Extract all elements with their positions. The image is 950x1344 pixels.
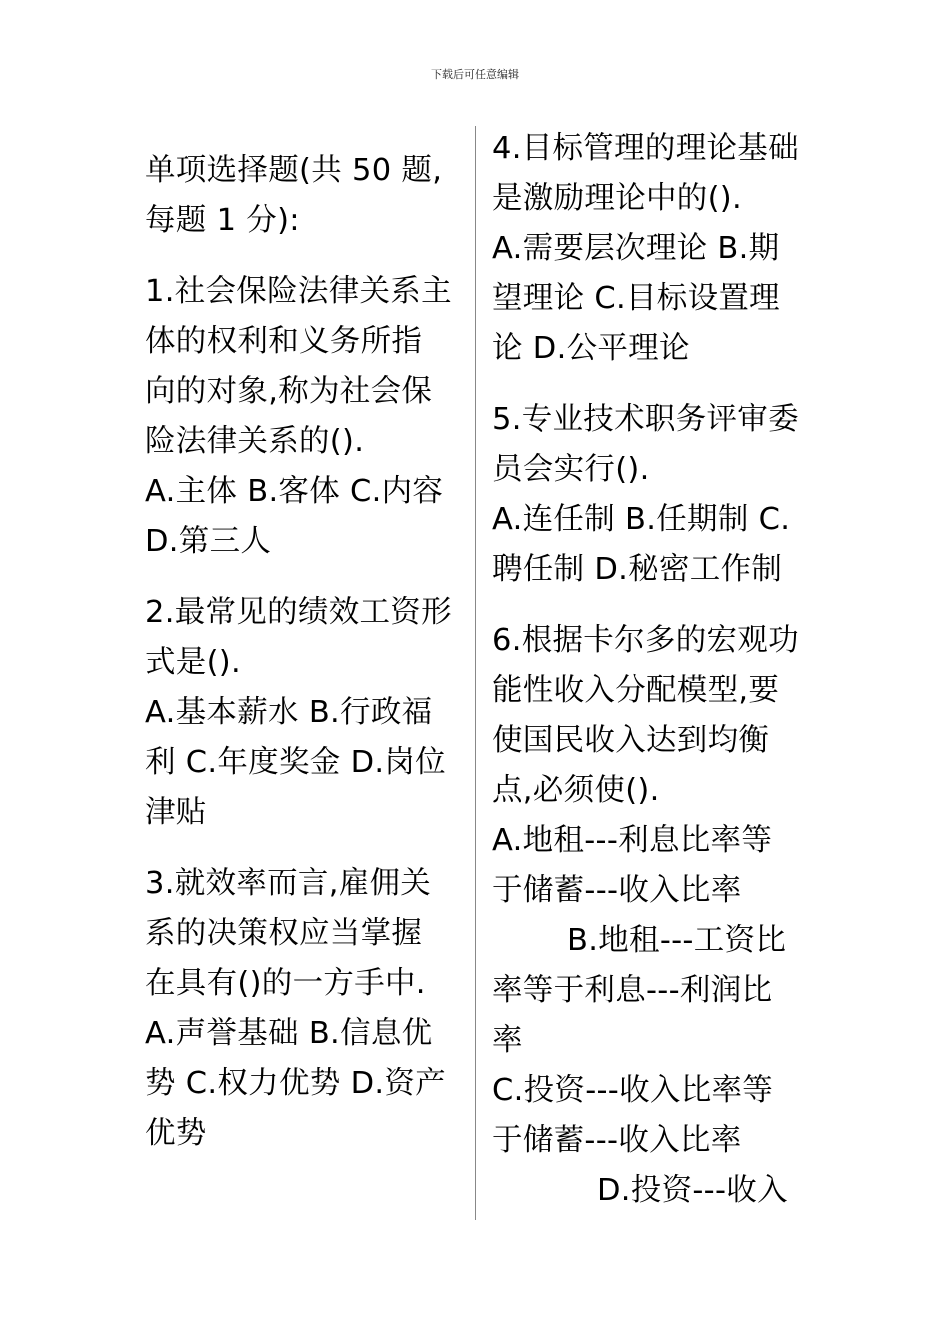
options-line: A.需要层次理论 B.期 xyxy=(492,231,780,266)
question-line: 是激励理论中的(). xyxy=(492,181,742,216)
question-5 xyxy=(492,395,810,595)
options-line: D.第三人 xyxy=(145,524,272,559)
section-intro xyxy=(145,146,463,246)
question-line: 1.社会保险法律关系主 xyxy=(145,274,452,309)
options-line: A.声誉基础 B.信息优 xyxy=(145,1016,433,1051)
question-line: 在具有()的一方手中. xyxy=(145,966,426,1001)
options-line: A.基本薪水 B.行政福 xyxy=(145,695,433,730)
column-divider xyxy=(475,126,476,1220)
question-line: 式是(). xyxy=(145,645,241,680)
option-b: 率等于利息---利润比 xyxy=(492,973,773,1008)
page-header: 下载后可任意编辑 xyxy=(431,68,519,81)
options-line: A.连任制 B.任期制 C. xyxy=(492,502,791,537)
options-line: 势 C.权力优势 D.资产 xyxy=(145,1066,446,1101)
options-line: 论 D.公平理论 xyxy=(492,331,690,366)
question-line: 点,必须使(). xyxy=(492,773,660,808)
question-3 xyxy=(145,859,463,1159)
options-line: 利 C.年度奖金 D.岗位 xyxy=(145,745,446,780)
options-line: 望理论 C.目标设置理 xyxy=(492,281,780,316)
question-line: 险法律关系的(). xyxy=(145,424,365,459)
question-line: 4.目标管理的理论基础 xyxy=(492,131,799,166)
question-line: 能性收入分配模型,要 xyxy=(492,673,780,708)
question-line: 6.根据卡尔多的宏观功 xyxy=(492,623,799,658)
options-line: 聘任制 D.秘密工作制 xyxy=(492,552,783,587)
question-line: 2.最常见的绩效工资形 xyxy=(145,595,452,630)
options-line: 津贴 xyxy=(145,795,207,830)
option-a: A.地租---利息比率等 xyxy=(492,823,773,858)
option-a: 于储蓄---收入比率 xyxy=(492,873,742,908)
left-column xyxy=(145,146,463,1180)
option-b: B.地租---工资比 xyxy=(567,923,787,958)
question-line: 体的权利和义务所指 xyxy=(145,324,423,359)
question-2 xyxy=(145,588,463,838)
question-4 xyxy=(492,124,810,374)
option-c: 于储蓄---收入比率 xyxy=(492,1123,742,1158)
option-d: D.投资---收入 xyxy=(597,1173,788,1208)
options-line: A.主体 B.客体 C.内容 xyxy=(145,474,444,509)
intro-line: 单项选择题(共 50 题, xyxy=(145,153,443,188)
question-line: 系的决策权应当掌握 xyxy=(145,916,423,951)
intro-line: 每题 1 分): xyxy=(145,203,300,238)
right-column xyxy=(492,124,810,1237)
question-line: 3.就效率而言,雇佣关 xyxy=(145,866,432,901)
question-line: 5.专业技术职务评审委 xyxy=(492,402,799,437)
question-line: 向的对象,称为社会保 xyxy=(145,374,433,409)
question-1 xyxy=(145,267,463,567)
question-line: 员会实行(). xyxy=(492,452,650,487)
question-6 xyxy=(492,616,810,1216)
option-c: C.投资---收入比率等 xyxy=(492,1073,774,1108)
question-line: 使国民收入达到均衡 xyxy=(492,723,770,758)
options-line: 优势 xyxy=(145,1116,207,1151)
option-b: 率 xyxy=(492,1023,523,1058)
